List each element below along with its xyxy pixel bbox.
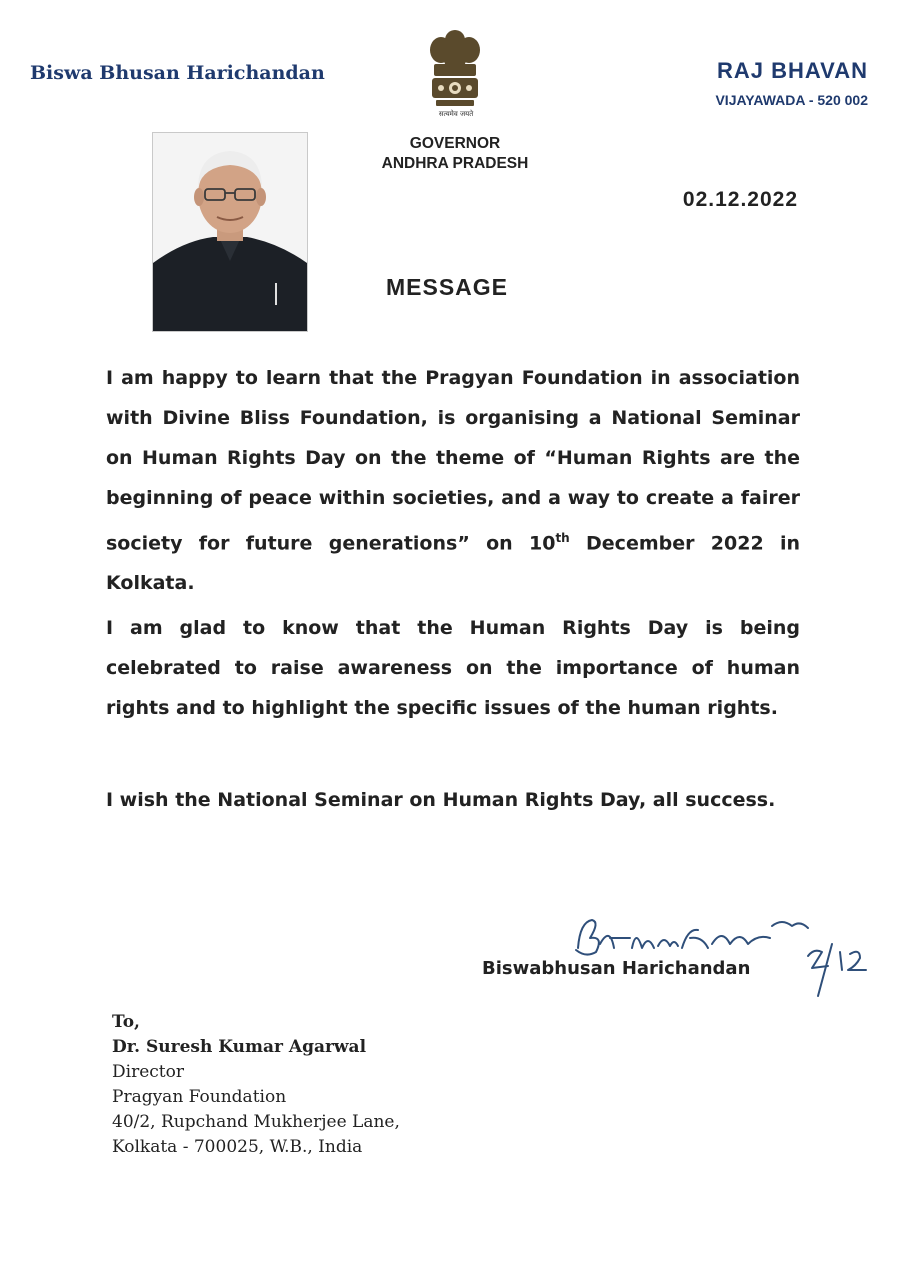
recipient-address	[112, 1010, 400, 1160]
state-emblem-icon	[424, 22, 486, 122]
designation	[370, 134, 540, 174]
governor-portrait-photo	[152, 132, 308, 332]
recipient-address-line-2: Kolkata - 700025, W.B., India	[112, 1137, 363, 1157]
office-title: RAJ BHAVAN	[717, 58, 868, 83]
designation-line-2: ANDHRA PRADESH	[381, 155, 529, 172]
recipient-address-line-1: 40/2, Rupchand Mukherjee Lane,	[112, 1112, 400, 1132]
letter-date: 02.12.2022	[682, 188, 798, 211]
letterhead-sender-name: Biswa Bhusan Harichandan	[30, 62, 325, 84]
handwritten-signature	[570, 908, 870, 998]
emblem-motto: सत्यमेव जयते	[438, 110, 474, 118]
p1-superscript: th	[555, 531, 570, 545]
recipient-name: Dr. Suresh Kumar Agarwal	[112, 1037, 367, 1057]
recipient-to: To,	[112, 1012, 140, 1032]
message-heading: MESSAGE	[386, 274, 509, 300]
message-paragraph-1	[106, 358, 800, 603]
signatory-name: Biswabhusan Harichandan	[482, 958, 751, 979]
p1-text: I am happy to learn that the Pragyan Foundation in association with Divine Bliss Foundation, is organising a National Seminar on Human Rights Day on the theme of “Human Rights are the beginning of peace within societies, and a way to create a fairer society for future generations” on 10	[106, 367, 800, 555]
message-paragraph-2: I am glad to know that the Human Rights Day is being celebrated to raise awareness on the importance of human rights and to highlight the specific issues of the human rights.	[106, 617, 800, 719]
office-address: VIJAYAWADA - 520 002	[715, 92, 868, 108]
message-paragraph-3: I wish the National Seminar on Human Rights Day, all success.	[106, 789, 776, 811]
p1-text-end: December 2022 in Kolkata.	[106, 532, 801, 595]
designation-line-1: GOVERNOR	[409, 135, 501, 152]
portrait-illustration	[153, 133, 307, 331]
recipient-title: Director	[112, 1062, 184, 1082]
recipient-organisation: Pragyan Foundation	[112, 1087, 287, 1107]
